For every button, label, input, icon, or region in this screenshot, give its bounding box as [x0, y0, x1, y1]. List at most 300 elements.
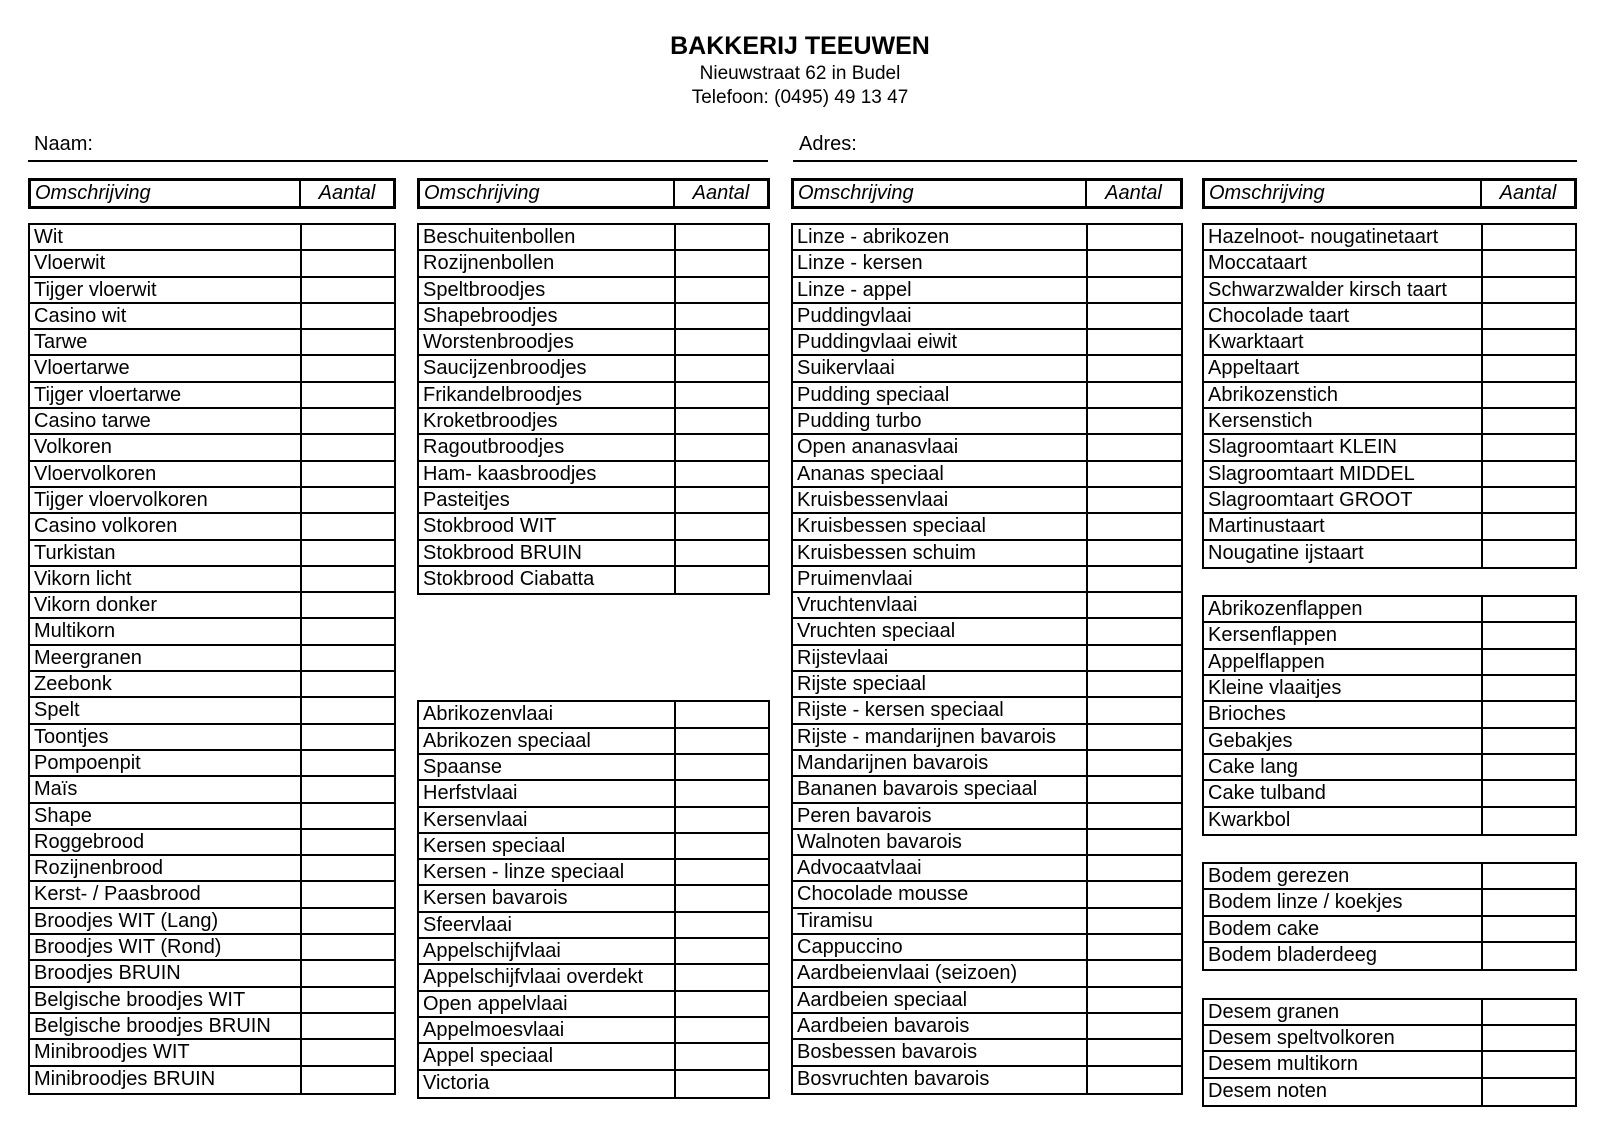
product-name: Desem speltvolkoren [1204, 1026, 1483, 1050]
product-row [793, 1067, 1181, 1093]
product-row [419, 755, 768, 781]
product-name: Minibroodjes WIT [30, 1040, 302, 1064]
quantity-cell[interactable] [676, 781, 768, 805]
product-name: Wit [30, 225, 302, 249]
quantity-cell[interactable] [1483, 1079, 1575, 1105]
quantity-cell[interactable] [676, 567, 768, 593]
product-row [1204, 917, 1575, 943]
product-name: Tijger vloerwit [30, 278, 302, 302]
product-row [30, 541, 394, 567]
product-name: Mandarijnen bavarois [793, 751, 1088, 775]
product-name: Pompoenpit [30, 751, 302, 775]
product-row [793, 882, 1181, 908]
product-row [793, 251, 1181, 277]
product-name: Cake lang [1204, 755, 1483, 779]
quantity-cell[interactable] [1483, 488, 1575, 512]
quantity-cell[interactable] [302, 251, 394, 275]
product-row [30, 882, 394, 908]
product-row [30, 804, 394, 830]
quantity-cell[interactable] [676, 541, 768, 565]
product-row [30, 619, 394, 645]
quantity-cell[interactable] [1088, 1040, 1181, 1064]
product-row [419, 808, 768, 834]
product-row [1204, 435, 1575, 461]
product-name: Tijger vloervolkoren [30, 488, 302, 512]
quantity-cell[interactable] [1088, 225, 1181, 249]
product-name: Aardbeien bavarois [793, 1014, 1088, 1038]
product-row [1204, 1000, 1575, 1026]
product-name: Appelschijfvlaai overdekt [419, 965, 676, 989]
product-name: Appeltaart [1204, 356, 1483, 380]
product-name: Shapebroodjes [419, 304, 676, 328]
quantity-cell[interactable] [676, 225, 768, 249]
product-row [30, 383, 394, 409]
quantity-cell[interactable] [676, 702, 768, 726]
product-row [793, 435, 1181, 461]
product-row [30, 646, 394, 672]
order-column-1 [28, 178, 396, 1095]
product-row [419, 225, 768, 251]
quantity-cell[interactable] [302, 330, 394, 354]
quantity-cell[interactable] [302, 856, 394, 880]
product-group [1202, 998, 1577, 1107]
product-row [1204, 541, 1575, 567]
quantity-cell[interactable] [676, 356, 768, 380]
quantity-cell[interactable] [1483, 1000, 1575, 1024]
quantity-cell[interactable] [1483, 1026, 1575, 1050]
product-name: Desem granen [1204, 1000, 1483, 1024]
quantity-cell[interactable] [676, 729, 768, 753]
quantity-cell[interactable] [1483, 729, 1575, 753]
product-row [30, 751, 394, 777]
quantity-cell[interactable] [1483, 356, 1575, 380]
quantity-cell[interactable] [1483, 304, 1575, 328]
quantity-cell[interactable] [1088, 804, 1181, 828]
quantity-cell[interactable] [302, 698, 394, 722]
product-name: Slagroomtaart MIDDEL [1204, 462, 1483, 486]
quantity-cell[interactable] [1088, 330, 1181, 354]
product-row [1204, 330, 1575, 356]
product-row [1204, 251, 1575, 277]
quantity-cell[interactable] [302, 988, 394, 1012]
quantity-cell[interactable] [1483, 917, 1575, 941]
quantity-cell[interactable] [302, 567, 394, 591]
quantity-cell[interactable] [1088, 725, 1181, 749]
product-name: Tiramisu [793, 909, 1088, 933]
quantity-cell[interactable] [302, 777, 394, 801]
quantity-cell[interactable] [1483, 890, 1575, 914]
product-name: Beschuitenbollen [419, 225, 676, 249]
product-row [1204, 514, 1575, 540]
quantity-cell[interactable] [302, 1040, 394, 1064]
quantity-cell[interactable] [1483, 597, 1575, 621]
product-group [1202, 862, 1577, 971]
product-name: Cappuccino [793, 935, 1088, 959]
quantity-cell[interactable] [1483, 514, 1575, 538]
quantity-cell[interactable] [1088, 856, 1181, 880]
quantity-cell[interactable] [1088, 698, 1181, 722]
quantity-cell[interactable] [676, 1018, 768, 1042]
product-name: Vruchten speciaal [793, 619, 1088, 643]
product-name: Vloervolkoren [30, 462, 302, 486]
quantity-cell[interactable] [1088, 961, 1181, 985]
quantity-cell[interactable] [1483, 943, 1575, 969]
product-name: Slagroomtaart GROOT [1204, 488, 1483, 512]
naam-field[interactable] [28, 128, 768, 162]
product-name: Belgische broodjes WIT [30, 988, 302, 1012]
header-omschrijving: Omschrijving [1205, 181, 1482, 206]
quantity-cell[interactable] [302, 1067, 394, 1093]
quantity-cell[interactable] [1088, 882, 1181, 906]
bakery-address: Nieuwstraat 62 in Budel [699, 63, 901, 84]
product-row [793, 356, 1181, 382]
product-row [30, 488, 394, 514]
product-row [1204, 1026, 1575, 1052]
quantity-cell[interactable] [1088, 935, 1181, 959]
quantity-cell[interactable] [1088, 251, 1181, 275]
product-row [419, 304, 768, 330]
quantity-cell[interactable] [302, 383, 394, 407]
quantity-cell[interactable] [1088, 567, 1181, 591]
quantity-cell[interactable] [302, 961, 394, 985]
product-row [30, 909, 394, 935]
bakery-phone: Telefoon: (0495) 49 13 47 [691, 87, 909, 108]
product-name: Puddingvlaai [793, 304, 1088, 328]
quantity-cell[interactable] [302, 935, 394, 959]
product-row [793, 935, 1181, 961]
product-row [419, 567, 768, 593]
quantity-cell[interactable] [302, 619, 394, 643]
quantity-cell[interactable] [302, 830, 394, 854]
product-row [1204, 676, 1575, 702]
quantity-cell[interactable] [1088, 672, 1181, 696]
product-row [419, 278, 768, 304]
product-row [30, 304, 394, 330]
quantity-cell[interactable] [1483, 781, 1575, 805]
product-name: Moccataart [1204, 251, 1483, 275]
product-row [1204, 409, 1575, 435]
product-name: Volkoren [30, 435, 302, 459]
product-name: Kleine vlaaitjes [1204, 676, 1483, 700]
quantity-cell[interactable] [1483, 864, 1575, 888]
product-name: Abrikozenflappen [1204, 597, 1483, 621]
product-row [793, 304, 1181, 330]
product-row [1204, 462, 1575, 488]
naam-label: Naam: [34, 133, 93, 155]
product-name: Aardbeien speciaal [793, 988, 1088, 1012]
quantity-cell[interactable] [1088, 488, 1181, 512]
product-name: Casino tarwe [30, 409, 302, 433]
product-row [419, 514, 768, 540]
product-name: Broodjes WIT (Lang) [30, 909, 302, 933]
product-row [793, 909, 1181, 935]
product-name: Kersenvlaai [419, 808, 676, 832]
product-row [419, 383, 768, 409]
product-name: Saucijzenbroodjes [419, 356, 676, 380]
product-name: Advocaatvlaai [793, 856, 1088, 880]
product-name: Schwarzwalder kirsch taart [1204, 278, 1483, 302]
quantity-cell[interactable] [1088, 514, 1181, 538]
quantity-cell[interactable] [302, 672, 394, 696]
product-row [30, 935, 394, 961]
product-name: Vloerwit [30, 251, 302, 275]
quantity-cell[interactable] [302, 541, 394, 565]
quantity-cell[interactable] [302, 356, 394, 380]
column-header [791, 178, 1183, 209]
quantity-cell[interactable] [302, 435, 394, 459]
product-row [793, 672, 1181, 698]
product-row [30, 856, 394, 882]
quantity-cell[interactable] [1483, 225, 1575, 249]
quantity-cell[interactable] [676, 755, 768, 779]
product-name: Walnoten bavarois [793, 830, 1088, 854]
product-name: Linze - kersen [793, 251, 1088, 275]
quantity-cell[interactable] [676, 913, 768, 937]
product-row [1204, 1079, 1575, 1105]
quantity-cell[interactable] [302, 304, 394, 328]
quantity-cell[interactable] [302, 514, 394, 538]
product-row [793, 225, 1181, 251]
product-row [30, 462, 394, 488]
product-name: Abrikozenvlaai [419, 702, 676, 726]
column-header [417, 178, 770, 209]
product-name: Bodem bladerdeeg [1204, 943, 1483, 969]
quantity-cell[interactable] [1483, 278, 1575, 302]
product-row [793, 330, 1181, 356]
product-name: Kersen bavarois [419, 886, 676, 910]
product-name: Stokbrood WIT [419, 514, 676, 538]
product-row [419, 1018, 768, 1044]
product-name: Victoria [419, 1071, 676, 1097]
product-row [793, 777, 1181, 803]
product-name: Kersenstich [1204, 409, 1483, 433]
quantity-cell[interactable] [1483, 676, 1575, 700]
quantity-cell[interactable] [1483, 755, 1575, 779]
product-name: Zeebonk [30, 672, 302, 696]
quantity-cell[interactable] [1483, 330, 1575, 354]
quantity-cell[interactable] [302, 804, 394, 828]
quantity-cell[interactable] [1088, 304, 1181, 328]
product-row [793, 593, 1181, 619]
product-name: Chocolade taart [1204, 304, 1483, 328]
quantity-cell[interactable] [302, 409, 394, 433]
quantity-cell[interactable] [676, 992, 768, 1016]
quantity-cell[interactable] [302, 882, 394, 906]
product-name: Hazelnoot- nougatinetaart [1204, 225, 1483, 249]
product-name: Bosvruchten bavarois [793, 1067, 1088, 1093]
product-row [30, 356, 394, 382]
adres-field[interactable] [793, 128, 1577, 162]
quantity-cell[interactable] [1088, 356, 1181, 380]
order-column-3 [791, 178, 1183, 1095]
product-row [419, 781, 768, 807]
quantity-cell[interactable] [1088, 1014, 1181, 1038]
product-name: Worstenbroodjes [419, 330, 676, 354]
product-row [1204, 729, 1575, 755]
quantity-cell[interactable] [1483, 435, 1575, 459]
quantity-cell[interactable] [1088, 988, 1181, 1012]
quantity-cell[interactable] [1088, 1067, 1181, 1093]
product-name: Appelschijfvlaai [419, 939, 676, 963]
product-row [1204, 278, 1575, 304]
product-name: Ananas speciaal [793, 462, 1088, 486]
product-row [419, 1071, 768, 1097]
product-row [793, 988, 1181, 1014]
product-row [419, 435, 768, 461]
quantity-cell[interactable] [1088, 409, 1181, 433]
product-row [1204, 356, 1575, 382]
product-name: Bosbessen bavarois [793, 1040, 1088, 1064]
product-row [1204, 304, 1575, 330]
quantity-cell[interactable] [676, 834, 768, 858]
product-row [419, 834, 768, 860]
product-name: Desem multikorn [1204, 1052, 1483, 1076]
product-name: Multikorn [30, 619, 302, 643]
product-name: Brioches [1204, 702, 1483, 726]
quantity-cell[interactable] [302, 462, 394, 486]
quantity-cell[interactable] [676, 1044, 768, 1068]
quantity-cell[interactable] [676, 939, 768, 963]
quantity-cell[interactable] [676, 383, 768, 407]
quantity-cell[interactable] [302, 725, 394, 749]
quantity-cell[interactable] [1088, 383, 1181, 407]
quantity-cell[interactable] [676, 488, 768, 512]
product-name: Vloertarwe [30, 356, 302, 380]
product-name: Minibroodjes BRUIN [30, 1067, 302, 1093]
quantity-cell[interactable] [676, 278, 768, 302]
product-name: Open ananasvlaai [793, 435, 1088, 459]
product-name: Suikervlaai [793, 356, 1088, 380]
quantity-cell[interactable] [1483, 541, 1575, 567]
product-row [1204, 488, 1575, 514]
quantity-cell[interactable] [676, 409, 768, 433]
quantity-cell[interactable] [676, 330, 768, 354]
product-name: Abrikozen speciaal [419, 729, 676, 753]
product-name: Sfeervlaai [419, 913, 676, 937]
product-name: Appelmoesvlaai [419, 1018, 676, 1042]
quantity-cell[interactable] [302, 909, 394, 933]
product-name: Abrikozenstich [1204, 383, 1483, 407]
product-row [793, 856, 1181, 882]
quantity-cell[interactable] [1483, 623, 1575, 647]
quantity-cell[interactable] [1088, 462, 1181, 486]
quantity-cell[interactable] [676, 1071, 768, 1097]
product-name: Pudding turbo [793, 409, 1088, 433]
quantity-cell[interactable] [676, 886, 768, 910]
product-row [30, 409, 394, 435]
product-name: Maïs [30, 777, 302, 801]
product-row [793, 619, 1181, 645]
quantity-cell[interactable] [1483, 1052, 1575, 1076]
quantity-cell[interactable] [1088, 593, 1181, 617]
product-row [419, 462, 768, 488]
product-name: Casino wit [30, 304, 302, 328]
product-name: Roggebrood [30, 830, 302, 854]
product-row [419, 356, 768, 382]
quantity-cell[interactable] [1088, 751, 1181, 775]
product-row [793, 383, 1181, 409]
quantity-cell[interactable] [1088, 541, 1181, 565]
quantity-cell[interactable] [1088, 278, 1181, 302]
quantity-cell[interactable] [302, 488, 394, 512]
product-name: Linze - abrikozen [793, 225, 1088, 249]
quantity-cell[interactable] [676, 965, 768, 989]
product-name: Pruimenvlaai [793, 567, 1088, 591]
product-name: Frikandelbroodjes [419, 383, 676, 407]
quantity-cell[interactable] [302, 1014, 394, 1038]
product-name: Kroketbroodjes [419, 409, 676, 433]
product-row [419, 330, 768, 356]
letterhead [0, 30, 1600, 110]
quantity-cell[interactable] [676, 251, 768, 275]
quantity-cell[interactable] [676, 808, 768, 832]
product-row [1204, 781, 1575, 807]
product-row [419, 251, 768, 277]
quantity-cell[interactable] [676, 860, 768, 884]
product-name: Stokbrood Ciabatta [419, 567, 676, 593]
product-name: Kersen speciaal [419, 834, 676, 858]
quantity-cell[interactable] [1483, 702, 1575, 726]
quantity-cell[interactable] [1483, 650, 1575, 674]
quantity-cell[interactable] [1088, 619, 1181, 643]
quantity-cell[interactable] [302, 593, 394, 617]
adres-label: Adres: [799, 133, 857, 155]
product-row [793, 409, 1181, 435]
product-name: Spelt [30, 698, 302, 722]
product-row [419, 488, 768, 514]
product-row [793, 698, 1181, 724]
quantity-cell[interactable] [1483, 409, 1575, 433]
quantity-cell[interactable] [1483, 462, 1575, 486]
product-name: Tarwe [30, 330, 302, 354]
quantity-cell[interactable] [302, 225, 394, 249]
quantity-cell[interactable] [302, 278, 394, 302]
header-omschrijving: Omschrijving [420, 181, 675, 206]
product-row [30, 961, 394, 987]
quantity-cell[interactable] [1483, 251, 1575, 275]
product-group [1202, 595, 1577, 836]
product-row [1204, 597, 1575, 623]
quantity-cell[interactable] [1483, 808, 1575, 834]
product-row [30, 725, 394, 751]
product-name: Puddingvlaai eiwit [793, 330, 1088, 354]
product-row [30, 830, 394, 856]
product-row [1204, 890, 1575, 916]
product-name: Open appelvlaai [419, 992, 676, 1016]
product-row [30, 278, 394, 304]
quantity-cell[interactable] [676, 462, 768, 486]
quantity-cell[interactable] [1483, 383, 1575, 407]
quantity-cell[interactable] [1088, 909, 1181, 933]
quantity-cell[interactable] [302, 646, 394, 670]
quantity-cell[interactable] [1088, 646, 1181, 670]
quantity-cell[interactable] [676, 435, 768, 459]
product-name: Appel speciaal [419, 1044, 676, 1068]
quantity-cell[interactable] [676, 304, 768, 328]
header-aantal: Aantal [318, 182, 376, 204]
product-row [419, 886, 768, 912]
product-row [793, 514, 1181, 540]
quantity-cell[interactable] [1088, 435, 1181, 459]
product-name: Vruchtenvlaai [793, 593, 1088, 617]
quantity-cell[interactable] [676, 514, 768, 538]
product-row [30, 567, 394, 593]
quantity-cell[interactable] [1088, 777, 1181, 801]
product-name: Spaanse [419, 755, 676, 779]
product-name: Bananen bavarois speciaal [793, 777, 1088, 801]
quantity-cell[interactable] [1088, 830, 1181, 854]
quantity-cell[interactable] [302, 751, 394, 775]
